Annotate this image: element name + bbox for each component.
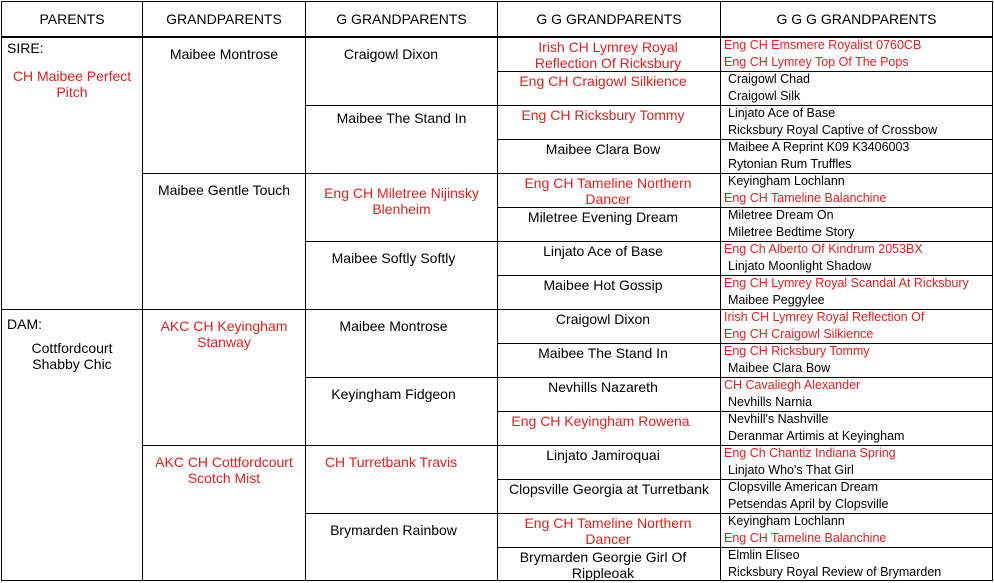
row-line-g-grandparents <box>305 513 498 514</box>
ggg-grandparent-name: Miletree Dream On <box>728 208 834 222</box>
sire-name: CH Maibee Perfect Pitch <box>12 68 132 100</box>
ggg-grandparent-name: Clopsville American Dream <box>728 480 879 494</box>
ggg-grandparent-name: Petsendas April by Clopsville <box>728 497 889 511</box>
grandparent-name: AKC CH Cottfordcourt Scotch Mist <box>155 454 293 486</box>
row-line-parents <box>1 309 143 310</box>
row-line-g-grandparents <box>305 105 498 106</box>
ggg-grandparent-name: Eng Ch Chantiz Indiana Spring <box>724 446 896 460</box>
gg-grandparent-name: Irish CH Lymrey Royal Reflection Of Ricksbury <box>534 39 682 71</box>
gg-grandparent-name: Craigowl Dixon <box>555 311 651 327</box>
row-line-grandparents <box>142 309 306 310</box>
header-ggg-grandparents: G G G GRANDPARENTS <box>776 11 937 27</box>
g-grandparent-name: Maibee Softly Softly <box>331 250 456 266</box>
ggg-grandparent-name: Linjato Who's That Girl <box>728 463 854 477</box>
ggg-grandparent-name: Linjato Ace of Base <box>728 106 836 120</box>
g-grandparent-name: CH Turretbank Travis <box>324 454 458 470</box>
row-line-g-grandparents <box>305 241 498 242</box>
ggg-grandparent-name: Eng CH Tameline Balanchine <box>724 531 887 545</box>
g-grandparent-name: Craigowl Dixon <box>343 46 439 62</box>
ggg-grandparent-name: Maibee A Reprint K09 K3406003 <box>728 140 910 154</box>
ggg-grandparent-name: Keyingham Lochlann <box>728 514 845 528</box>
row-line-g-grandparents <box>305 309 498 310</box>
ggg-grandparent-name: Craigowl Chad <box>728 72 810 86</box>
gg-grandparent-name: Eng CH Craigowl Silkience <box>519 73 687 89</box>
dam-label: DAM: <box>7 316 42 332</box>
gg-grandparent-name: Brymarden Georgie Girl Of Rippleoak <box>519 549 687 581</box>
ggg-grandparent-name: Irish CH Lymrey Royal Reflection Of <box>724 310 925 324</box>
ggg-grandparent-name: Ricksbury Royal Captive of Crossbow <box>728 123 938 137</box>
grandparent-name: Maibee Montrose <box>169 46 279 62</box>
col-divider-2 <box>305 1 306 581</box>
ggg-grandparent-name: Deranmar Artimis at Keyingham <box>728 429 905 443</box>
header-grandparents: GRANDPARENTS <box>166 11 282 27</box>
gg-grandparent-name: Eng CH Tameline Northern Dancer <box>524 515 692 547</box>
ggg-grandparent-name: Eng CH Tameline Balanchine <box>724 191 887 205</box>
g-grandparent-name: Brymarden Rainbow <box>330 522 457 538</box>
grandparent-name: Maibee Gentle Touch <box>157 182 291 198</box>
ggg-grandparent-name: Miletree Bedtime Story <box>728 225 855 239</box>
g-grandparent-name: Maibee The Stand In <box>336 110 467 126</box>
dam-name: Cottfordcourt Shabby Chic <box>31 340 113 372</box>
g-grandparent-name: Eng CH Miletree Nijinsky Blenheim <box>324 185 479 217</box>
gg-grandparent-name: Linjato Jamiroquai <box>546 447 660 463</box>
gg-grandparent-name: Maibee The Stand In <box>538 345 668 361</box>
ggg-grandparent-name: Linjato Moonlight Shadow <box>728 259 872 273</box>
header-g-grandparents: G GRANDPARENTS <box>336 11 467 27</box>
gg-grandparent-name: Eng CH Tameline Northern Dancer <box>524 175 692 207</box>
ggg-grandparent-name: Rytonian Rum Truffles <box>728 157 852 171</box>
ggg-grandparent-name: Ricksbury Royal Review of Brymarden <box>728 565 942 579</box>
row-line-grandparents <box>142 445 306 446</box>
header-gg-grandparents: G G GRANDPARENTS <box>536 11 682 27</box>
gg-grandparent-name: Eng CH Ricksbury Tommy <box>521 107 685 123</box>
ggg-grandparent-name: CH Cavaliegh Alexander <box>724 378 861 392</box>
g-grandparent-name: Maibee Montrose <box>339 318 448 334</box>
ggg-grandparent-name: Eng Ch Alberto Of Kindrum 2053BX <box>724 242 923 256</box>
ggg-grandparent-name: Maibee Clara Bow <box>728 361 831 375</box>
sire-label: SIRE: <box>7 40 44 56</box>
ggg-grandparent-name: Nevhills Narnia <box>728 395 813 409</box>
gg-grandparent-name: Maibee Hot Gossip <box>543 277 663 293</box>
col-divider-1 <box>142 1 143 581</box>
table-border-right <box>992 1 993 581</box>
ggg-grandparent-name: Elmlin Eliseo <box>728 548 800 562</box>
ggg-grandparent-name: Nevhill's Nashville <box>728 412 829 426</box>
ggg-grandparent-name: Craigowl Silk <box>728 89 801 103</box>
gg-grandparent-name: Linjato Ace of Base <box>543 243 663 259</box>
gg-grandparent-name: Maibee Clara Bow <box>545 141 661 157</box>
gg-grandparent-name: Miletree Evening Dream <box>527 209 679 225</box>
ggg-grandparent-name: Eng CH Lymrey Top Of The Pops <box>724 55 909 69</box>
ggg-grandparent-name: Keyingham Lochlann <box>728 174 845 188</box>
row-line-g-grandparents <box>305 377 498 378</box>
ggg-grandparent-name: Eng CH Craigowl Silkience <box>724 327 874 341</box>
gg-grandparent-name: Clopsville Georgia at Turretbank <box>509 481 709 497</box>
header-parents: PARENTS <box>39 11 105 27</box>
ggg-grandparent-name: Eng CH Lymrey Royal Scandal At Ricksbury <box>724 276 969 290</box>
grandparent-name: AKC CH Keyingham Stanway <box>160 318 288 350</box>
g-grandparent-name: Keyingham Fidgeon <box>331 386 456 402</box>
gg-grandparent-name: Nevhills Nazareth <box>548 379 658 395</box>
table-border-left <box>1 1 2 581</box>
row-line-grandparents <box>142 173 306 174</box>
ggg-grandparent-name: Eng CH Emsmere Royalist 0760CB <box>724 38 922 52</box>
ggg-grandparent-name: Eng CH Ricksbury Tommy <box>724 344 870 358</box>
ggg-grandparent-name: Maibee Peggylee <box>728 293 825 307</box>
row-line-g-grandparents <box>305 445 498 446</box>
row-line-g-grandparents <box>305 173 498 174</box>
gg-grandparent-name: Eng CH Keyingham Rowena <box>511 413 690 429</box>
